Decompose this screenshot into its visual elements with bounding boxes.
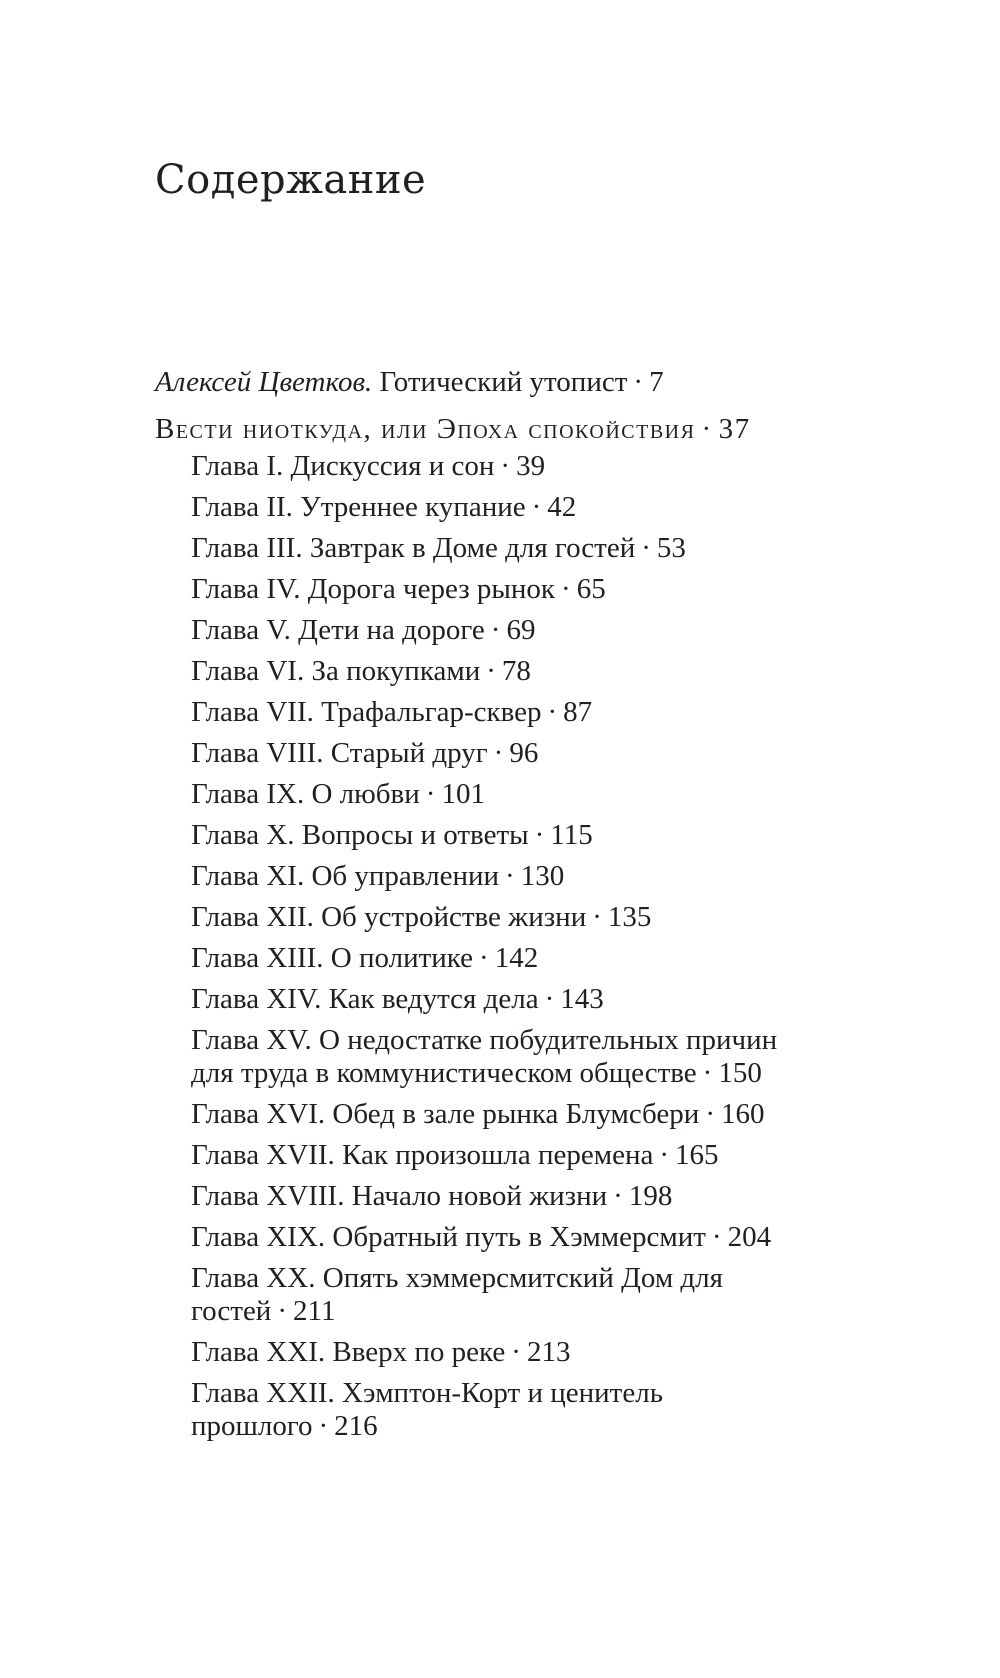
chapter-page: 198: [628, 1180, 673, 1212]
chapter-page: 78: [501, 655, 531, 687]
chapter-page: 115: [550, 819, 593, 851]
chapter-title: Глава XI. Об управлении: [191, 860, 500, 892]
toc-separator: ·: [544, 983, 555, 1015]
chapter-page: 150: [718, 1057, 762, 1089]
toc-separator: ·: [702, 1057, 713, 1089]
chapter-title: Глава XVII. Как произошла перемена: [191, 1139, 654, 1171]
toc-separator: ·: [705, 1098, 715, 1130]
toc-separator: ·: [641, 532, 651, 564]
chapter-entry: [191, 983, 791, 1016]
toc-separator: ·: [701, 413, 713, 445]
chapter-title: Глава I. Дискуссия и сон: [191, 450, 495, 482]
chapter-page: 69: [506, 614, 536, 646]
toc-separator: ·: [659, 1139, 670, 1171]
chapter-title: Глава XXI. Вверх по реке: [191, 1336, 506, 1368]
chapter-entry: [191, 532, 791, 565]
toc-separator: ·: [493, 737, 504, 769]
chapter-title: Глава XV. О недостатке побудительных причин для труда в коммунистическом обществе: [191, 1024, 778, 1089]
chapter-title: Глава XIII. О политике: [191, 942, 474, 974]
toc-separator: ·: [425, 778, 436, 810]
toc-separator: ·: [711, 1221, 722, 1253]
chapter-page: 204: [727, 1221, 772, 1253]
toc-separator: ·: [511, 1336, 521, 1368]
toc-separator: ·: [490, 614, 501, 646]
chapter-page: 143: [560, 983, 604, 1015]
chapter-title: Глава VIII. Старый друг: [191, 737, 488, 769]
chapter-entry: [191, 778, 791, 811]
chapter-title: Глава VII. Трафальгар-сквер: [191, 696, 542, 728]
chapter-page: 130: [520, 860, 565, 892]
chapter-title: Глава XII. Об устройстве жизни: [191, 901, 587, 933]
chapter-entry: [191, 573, 791, 606]
toc-separator: ·: [592, 901, 602, 933]
toc-separator: ·: [534, 819, 545, 851]
chapter-entry: [191, 1377, 791, 1443]
chapter-entry: [191, 1180, 855, 1213]
chapter-page: 65: [576, 573, 606, 605]
chapter-page: 87: [563, 696, 593, 728]
chapter-entry: [191, 491, 791, 524]
toc-entry-page: 37: [718, 413, 751, 445]
chapter-page: 216: [334, 1410, 378, 1442]
toc-separator: ·: [318, 1410, 329, 1442]
chapter-entry: [191, 1336, 791, 1369]
chapter-page: 39: [516, 450, 546, 482]
toc-entry-page: 7: [649, 366, 664, 398]
toc-separator: ·: [505, 860, 515, 892]
chapter-entry: [191, 450, 791, 483]
chapter-title: Глава V. Дети на дороге: [191, 614, 485, 646]
page-title: Содержание: [155, 157, 427, 203]
chapter-page: 96: [509, 737, 539, 769]
chapter-page: 165: [675, 1139, 719, 1171]
chapter-entry: [191, 1262, 791, 1328]
chapter-title: Глава XXII. Хэмптон-Корт и ценитель прошлого: [191, 1377, 663, 1442]
chapter-page: 53: [656, 532, 686, 564]
toc-separator: ·: [633, 366, 644, 398]
chapter-page: 213: [526, 1336, 571, 1368]
chapter-page: 142: [494, 942, 539, 974]
chapter-title: Глава VI. За покупками: [191, 655, 481, 687]
toc-separator: ·: [479, 942, 489, 974]
toc-entry-part: [155, 409, 855, 450]
toc-entry-author: Алексей Цветков.: [155, 366, 373, 398]
chapter-entry: [191, 860, 791, 893]
chapter-title: Глава IV. Дорога через рынок: [191, 573, 556, 605]
chapter-page: 211: [293, 1295, 336, 1327]
chapter-title: Глава II. Утреннее купание: [191, 491, 526, 523]
chapter-title: Глава X. Вопросы и ответы: [191, 819, 529, 851]
chapter-list: [155, 450, 855, 1443]
toc-separator: ·: [486, 655, 496, 687]
toc-separator: ·: [561, 573, 571, 605]
chapter-page: 42: [547, 491, 577, 523]
chapter-title: Глава XIX. Обратный путь в Хэммерсмит: [191, 1221, 706, 1253]
chapter-page: 160: [720, 1098, 765, 1130]
chapter-entry: [191, 696, 791, 729]
chapter-entry: [191, 1221, 855, 1254]
chapter-page: 135: [607, 901, 652, 933]
chapter-entry: [191, 819, 791, 852]
toc-separator: ·: [531, 491, 542, 523]
toc-entry-title: Вести ниоткуда, или Эпоха спокойствия: [155, 413, 696, 445]
chapter-entry: [191, 614, 791, 647]
chapter-title: Глава XX. Опять хэммерсмитский Дом для гостей: [191, 1262, 723, 1327]
toc-separator: ·: [547, 696, 558, 728]
chapter-page: 101: [441, 778, 485, 810]
chapter-entry: [191, 1139, 855, 1172]
toc-separator: ·: [277, 1295, 288, 1327]
toc-separator: ·: [500, 450, 511, 482]
chapter-entry: [191, 942, 791, 975]
chapter-title: Глава IX. О любви: [191, 778, 420, 810]
chapter-entry: [191, 1098, 855, 1131]
toc-separator: ·: [613, 1180, 623, 1212]
chapter-entry: [191, 655, 791, 688]
chapter-entry: [191, 737, 791, 770]
table-of-contents: [155, 362, 855, 1451]
chapter-title: Глава XVIII. Начало новой жизни: [191, 1180, 608, 1212]
chapter-title: Глава XVI. Обед в зале рынка Блумсбери: [191, 1098, 700, 1130]
chapter-title: Глава III. Завтрак в Доме для гостей: [191, 532, 636, 564]
chapter-entry: [191, 901, 791, 934]
toc-entry-intro: [155, 362, 855, 403]
toc-entry-title: Готический утопист: [379, 366, 628, 398]
chapter-entry: [191, 1024, 791, 1090]
chapter-title: Глава XIV. Как ведутся дела: [191, 983, 539, 1015]
